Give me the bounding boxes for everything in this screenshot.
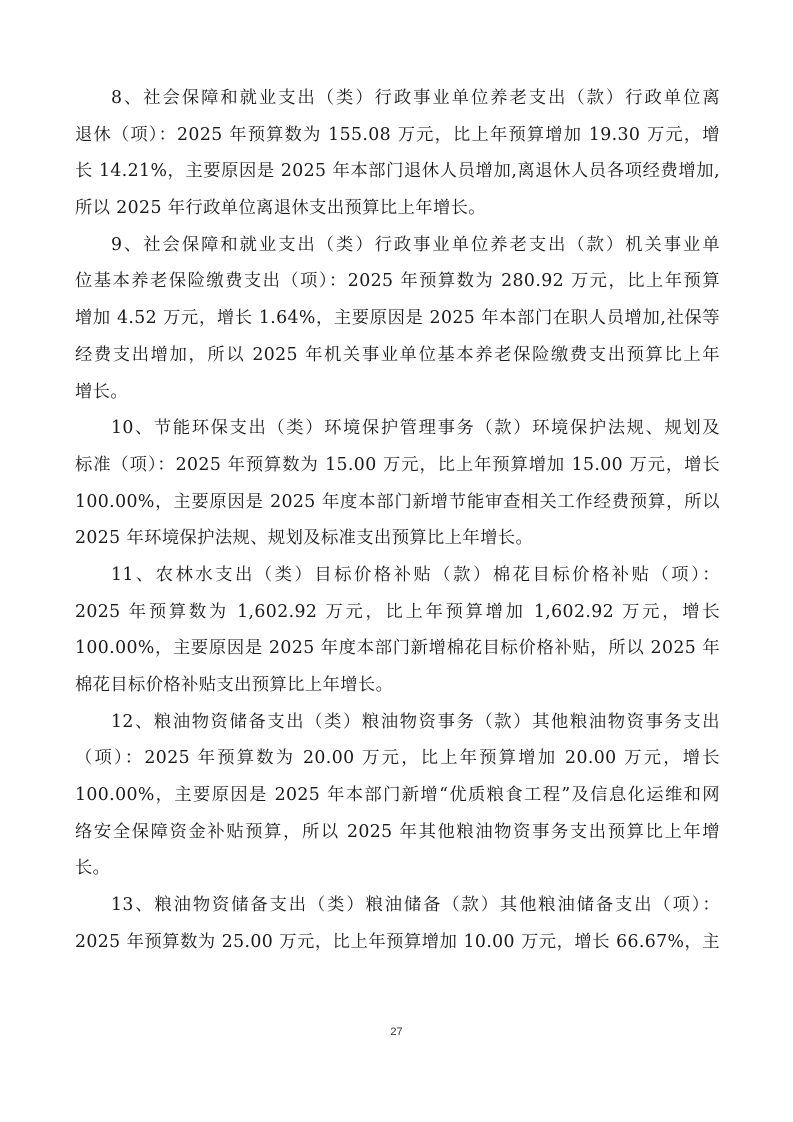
paragraph-line: 8、社会保障和就业支出（类）行政事业单位养老支出（款）行政单位离 <box>111 88 720 108</box>
document-body <box>75 86 720 967</box>
paragraph-line: 经费支出增加，所以 2025 年机关事业单位基本养老保险缴费支出预算比上年 <box>75 344 720 365</box>
page-number: 27 <box>390 1026 403 1038</box>
paragraph <box>75 86 720 233</box>
paragraph-line: 长 14.21%，主要原因是 2025 年本部门退休人员增加,离退休人员各项经费增加, <box>75 161 720 182</box>
paragraph-line: 100.00%，主要原因是 2025 年度本部门新增棉花目标价格补贴，所以 2025 年 <box>75 638 720 659</box>
paragraph-line: 退休（项）：2025 年预算数为 155.08 万元，比上年预算增加 19.30 万元，增 <box>75 124 720 145</box>
paragraph <box>75 416 720 563</box>
paragraph-line: 2025 年预算数为 25.00 万元，比上年预算增加 10.00 万元，增长 66.67%，主 <box>75 931 720 952</box>
paragraph <box>75 563 720 710</box>
paragraph-line: 100.00%，主要原因是 2025 年度本部门新增节能审查相关工作经费预算，所以 <box>75 491 720 512</box>
paragraph-line: 10、节能环保支出（类）环境保护管理事务（款）环境保护法规、规划及 <box>111 418 720 439</box>
paragraph-line: 11、农林水支出（类）目标价格补贴（款）棉花目标价格补贴（项）： <box>111 564 720 585</box>
paragraph-line: 2025 年预算数为 1,602.92 万元，比上年预算增加 1,602.92 万元，增长 <box>75 601 720 622</box>
paragraph-line: 12、粮油物资储备支出（类）粮油物资事务（款）其他粮油物资事务支出 <box>111 711 720 732</box>
paragraph <box>75 710 720 893</box>
paragraph-line: 棉花目标价格补贴支出预算比上年增长。 <box>75 675 394 695</box>
paragraph <box>75 893 720 966</box>
paragraph-line: 13、粮油物资储备支出（类）粮油储备（款）其他粮油储备支出（项）： <box>111 895 720 916</box>
paragraph-line: （项）：2025 年预算数为 20.00 万元，比上年预算增加 20.00 万元，增长 <box>75 748 720 769</box>
paragraph-line: 2025 年环境保护法规、规划及标准支出预算比上年增长。 <box>75 528 534 549</box>
paragraph <box>75 233 720 416</box>
paragraph-line: 增长。 <box>75 381 129 402</box>
paragraph-line: 增加 4.52 万元，增长 1.64%，主要原因是 2025 年本部门在职人员增加,社保等 <box>75 308 720 329</box>
paragraph-line: 所以 2025 年行政单位离退休支出预算比上年增长。 <box>75 198 486 219</box>
paragraph-line: 100.00%，主要原因是 2025 年本部门新增“优质粮食工程”及信息化运维和网 <box>75 785 720 806</box>
paragraph-line: 长。 <box>75 858 111 879</box>
paragraph-line: 9、社会保障和就业支出（类）行政事业单位养老支出（款）机关事业单 <box>111 234 720 255</box>
paragraph-line: 位基本养老保险缴费支出（项）：2025 年预算数为 280.92 万元，比上年预算 <box>75 271 720 292</box>
paragraph-line: 标准（项）：2025 年预算数为 15.00 万元，比上年预算增加 15.00 万元，增长 <box>75 454 720 475</box>
paragraph-line: 络安全保障资金补贴预算，所以 2025 年其他粮油物资事务支出预算比上年增 <box>75 821 720 842</box>
